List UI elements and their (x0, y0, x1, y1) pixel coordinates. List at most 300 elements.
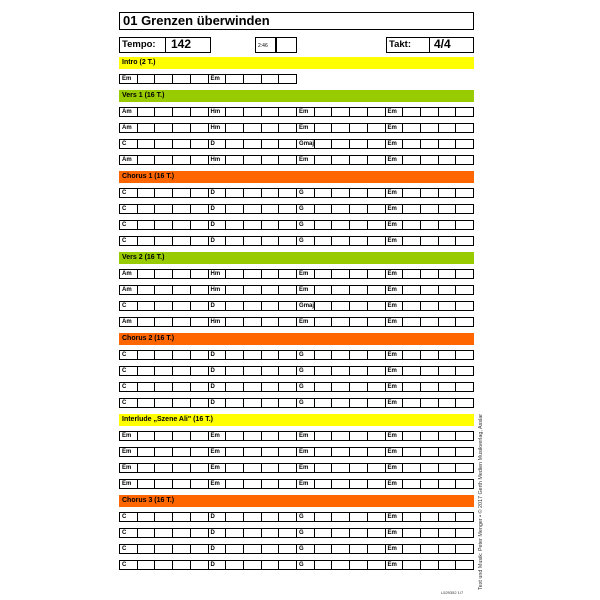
bar-cell (350, 351, 368, 359)
bar-cell: Em (297, 124, 315, 132)
bar-cell (244, 529, 262, 537)
bar-cell (279, 432, 297, 440)
bar-cell (368, 561, 386, 569)
bar-cell (155, 221, 173, 229)
bar-cell: Am (120, 156, 138, 164)
bar-cell (439, 480, 457, 488)
bar-cell (456, 302, 473, 310)
bar-cell (138, 156, 156, 164)
bar-cell (368, 286, 386, 294)
bar-cell (439, 545, 457, 553)
bar-cell: Em (297, 464, 315, 472)
bar-cell: Em (297, 108, 315, 116)
bar-cell: Em (386, 302, 404, 310)
bar-cell: C (120, 351, 138, 359)
bar-cell (332, 237, 350, 245)
bar-cell (173, 189, 191, 197)
bar-row (119, 431, 474, 441)
bar-row (119, 301, 474, 311)
bar-row (119, 220, 474, 230)
bar-cell (439, 464, 457, 472)
bar-cell (332, 156, 350, 164)
bar-cell (439, 237, 457, 245)
bar-cell (262, 399, 280, 407)
bar-cell: Em (386, 399, 404, 407)
bar-cell: Gmaj (299, 141, 315, 147)
bar-cell (456, 383, 473, 391)
bar-cell (368, 205, 386, 213)
bar-cell (350, 156, 368, 164)
bar-cell (332, 367, 350, 375)
bar-cell (368, 448, 386, 456)
bar-cell (403, 351, 421, 359)
bar-row (119, 366, 474, 376)
bar-cell (421, 367, 439, 375)
bar-cell (315, 480, 333, 488)
bar-cell (226, 351, 244, 359)
bar-cell (191, 545, 209, 553)
bar-cell (368, 156, 386, 164)
bar-cell (244, 480, 262, 488)
bar-cell: Em (386, 448, 404, 456)
bar-cell: G (297, 367, 315, 375)
bar-row (119, 382, 474, 392)
bar-cell (315, 561, 333, 569)
bar-cell (456, 156, 473, 164)
bar-cell: C (120, 367, 138, 375)
bar-cell (350, 302, 368, 310)
bar-cell (439, 432, 457, 440)
bar-cell (403, 140, 421, 148)
bar-cell (138, 480, 156, 488)
bar-cell: G (297, 189, 315, 197)
bar-cell (439, 221, 457, 229)
bar-cell: Em (386, 383, 404, 391)
bar-cell (262, 383, 280, 391)
bar-cell (262, 464, 280, 472)
bar-cell (332, 545, 350, 553)
bar-cell (403, 513, 421, 521)
bar-cell: D (209, 545, 227, 553)
bar-cell (191, 529, 209, 537)
bar-cell (403, 237, 421, 245)
bar-cell: G (297, 561, 315, 569)
bar-cell (368, 529, 386, 537)
bar-cell (226, 108, 244, 116)
bar-cell (226, 399, 244, 407)
bar-row (119, 528, 474, 538)
bar-cell (138, 302, 156, 310)
bar-cell (155, 513, 173, 521)
bar-cell (262, 318, 280, 326)
bar-cell (350, 529, 368, 537)
bar-cell (456, 286, 473, 294)
bar-cell: Am (120, 318, 138, 326)
bar-cell (403, 561, 421, 569)
bar-cell: D (209, 561, 227, 569)
bar-cell (173, 561, 191, 569)
bar-row (119, 188, 474, 198)
bar-cell: C (120, 140, 138, 148)
bar-cell (279, 545, 297, 553)
bar-cell (191, 399, 209, 407)
bar-cell (332, 318, 350, 326)
bar-cell (173, 399, 191, 407)
section (119, 252, 474, 327)
bar-cell: Em (120, 448, 138, 456)
bar-row (119, 236, 474, 246)
bar-cell (191, 108, 209, 116)
bar-cell (315, 351, 333, 359)
bar-cell (403, 367, 421, 375)
bar-cell (226, 432, 244, 440)
bar-cell (138, 205, 156, 213)
bar-cell (421, 464, 439, 472)
bar-cell (226, 383, 244, 391)
bar-cell (421, 221, 439, 229)
bar-cell (279, 383, 297, 391)
bar-cell (279, 351, 297, 359)
bar-cell (138, 383, 156, 391)
bar-cell (315, 205, 333, 213)
bar-row (119, 398, 474, 408)
bar-cell (138, 124, 156, 132)
bar-cell (244, 318, 262, 326)
bar-cell (173, 156, 191, 164)
bar-cell: Em (297, 480, 315, 488)
section-header-intro: Intro (2 T.) (119, 57, 474, 69)
bar-cell: Em (297, 270, 315, 278)
bar-cell (421, 561, 439, 569)
bar-row (119, 269, 474, 279)
bar-cell (332, 286, 350, 294)
bar-cell (403, 318, 421, 326)
bar-cell (456, 189, 473, 197)
bar-cell (315, 464, 333, 472)
bar-cell (155, 367, 173, 375)
bar-cell (138, 75, 156, 83)
bar-cell (421, 432, 439, 440)
bar-cell: Em (297, 448, 315, 456)
bar-cell (191, 367, 209, 375)
bar-cell (191, 205, 209, 213)
bar-cell (368, 399, 386, 407)
bar-cell (456, 529, 473, 537)
bar-cell (226, 140, 244, 148)
bar-cell (138, 448, 156, 456)
bar-cell (226, 286, 244, 294)
bar-cell (226, 480, 244, 488)
bar-cell (173, 124, 191, 132)
bar-cell (315, 124, 333, 132)
bar-cell (350, 221, 368, 229)
bar-cell (403, 108, 421, 116)
bar-cell (332, 221, 350, 229)
bar-cell (439, 205, 457, 213)
bar-cell: G (297, 399, 315, 407)
bar-cell (191, 383, 209, 391)
bar-cell (191, 432, 209, 440)
section-header: Vers 1 (16 T.) (119, 90, 474, 102)
bar-cell (191, 351, 209, 359)
bar-cell (191, 286, 209, 294)
bar-cell (439, 513, 457, 521)
bar-cell (403, 399, 421, 407)
bar-cell (332, 432, 350, 440)
bar-cell (138, 545, 156, 553)
bar-cell (350, 286, 368, 294)
bar-cell (332, 270, 350, 278)
bar-cell: G (297, 237, 315, 245)
bar-cell: Em (209, 480, 227, 488)
bar-row (119, 512, 474, 522)
bar-cell (279, 513, 297, 521)
bar-cell (279, 318, 297, 326)
bar-cell (279, 480, 297, 488)
bar-cell (226, 221, 244, 229)
bar-cell (439, 270, 457, 278)
bar-cell: D (209, 221, 227, 229)
bar-cell (244, 140, 262, 148)
bar-cell (262, 205, 280, 213)
bar-cell: C (120, 221, 138, 229)
bar-cell (244, 108, 262, 116)
bar-cell (155, 156, 173, 164)
bar-cell (421, 108, 439, 116)
bar-cell: G (297, 529, 315, 537)
bar-cell: G (297, 545, 315, 553)
bar-cell (279, 561, 297, 569)
bar-row (119, 204, 474, 214)
bar-cell: C (120, 529, 138, 537)
bar-cell (403, 480, 421, 488)
bar-cell (262, 286, 280, 294)
bar-cell (226, 561, 244, 569)
bar-cell (439, 383, 457, 391)
bar-cell (368, 237, 386, 245)
bar-row (119, 350, 474, 360)
bar-cell: Em (386, 189, 404, 197)
bar-cell (226, 529, 244, 537)
bar-cell (421, 156, 439, 164)
bar-cell (173, 383, 191, 391)
bar-cell (155, 448, 173, 456)
bar-cell (421, 270, 439, 278)
bar-cell (191, 464, 209, 472)
bar-cell (155, 140, 173, 148)
bar-cell: G (297, 383, 315, 391)
bar-cell (456, 399, 473, 407)
bar-cell (262, 124, 280, 132)
bar-cell (350, 513, 368, 521)
bar-cell: D (209, 205, 227, 213)
bar-cell (262, 237, 280, 245)
bar-cell (456, 237, 473, 245)
bar-cell: G (297, 351, 315, 359)
bar-cell (191, 221, 209, 229)
section (119, 171, 474, 246)
bar-cell (155, 237, 173, 245)
bar-cell (138, 270, 156, 278)
bar-cell (244, 237, 262, 245)
bar-cell (155, 270, 173, 278)
bar-cell (421, 205, 439, 213)
bar-cell (138, 399, 156, 407)
bar-cell (421, 237, 439, 245)
bar-cell (350, 318, 368, 326)
bar-cell (155, 351, 173, 359)
bar-cell (191, 513, 209, 521)
bar-cell (226, 513, 244, 521)
bar-cell: D (209, 367, 227, 375)
bar-cell: Em (386, 270, 404, 278)
bar-cell (279, 529, 297, 537)
bar-cell (368, 464, 386, 472)
bar-cell (315, 367, 333, 375)
bar-cell: D (209, 189, 227, 197)
bar-cell (350, 189, 368, 197)
bar-cell (439, 529, 457, 537)
bar-cell (439, 351, 457, 359)
bar-cell (226, 75, 244, 83)
bar-cell (138, 189, 156, 197)
bar-cell: Hm (209, 108, 227, 116)
bar-cell: C (120, 205, 138, 213)
bar-cell (138, 513, 156, 521)
bar-cell (332, 561, 350, 569)
bar-cell (456, 513, 473, 521)
bar-cell: Em (386, 432, 404, 440)
bar-row (119, 463, 474, 473)
bar-cell: G (297, 221, 315, 229)
bar-cell (226, 237, 244, 245)
bar-cell: C (120, 513, 138, 521)
bar-cell (155, 561, 173, 569)
bar-cell (368, 351, 386, 359)
bar-cell (439, 286, 457, 294)
bar-cell (315, 545, 333, 553)
bar-cell (421, 480, 439, 488)
bar-cell (226, 302, 244, 310)
section-header: Chorus 1 (16 T.) (119, 171, 474, 183)
section-header: Chorus 2 (16 T.) (119, 333, 474, 345)
bar-cell (138, 237, 156, 245)
bar-cell (315, 108, 333, 116)
bar-cell (191, 318, 209, 326)
duration-box-2 (276, 37, 297, 53)
bar-cell (368, 302, 386, 310)
bar-cell (315, 302, 333, 310)
bar-cell: Em (386, 124, 404, 132)
section (119, 414, 474, 489)
bar-cell (279, 448, 297, 456)
bar-cell (315, 189, 333, 197)
bar-cell (279, 75, 296, 83)
bar-cell (439, 399, 457, 407)
bar-cell: Gmaj (299, 303, 315, 309)
bar-row (119, 285, 474, 295)
bar-cell: Em (386, 480, 404, 488)
bar-cell (421, 140, 439, 148)
bar-cell (350, 367, 368, 375)
bar-cell (439, 318, 457, 326)
bar-cell (350, 432, 368, 440)
bar-cell (332, 351, 350, 359)
chord-sheet (119, 12, 474, 576)
bar-cell: D (209, 383, 227, 391)
bar-cell (262, 270, 280, 278)
bar-cell (315, 529, 333, 537)
takt-label: Takt: (389, 39, 411, 50)
bar-cell (439, 189, 457, 197)
bar-cell (332, 383, 350, 391)
bar-cell (226, 156, 244, 164)
bar-cell (439, 561, 457, 569)
bar-cell (456, 140, 473, 148)
bar-cell (138, 221, 156, 229)
bar-cell: Em (386, 140, 404, 148)
bar-cell (155, 545, 173, 553)
bar-cell (456, 367, 473, 375)
bar-cell (368, 140, 386, 148)
bar-cell (332, 140, 350, 148)
bar-cell (456, 561, 473, 569)
bar-cell (155, 480, 173, 488)
bar-cell (138, 367, 156, 375)
bar-cell (403, 205, 421, 213)
bar-cell (155, 189, 173, 197)
bar-cell (138, 432, 156, 440)
bar-cell (350, 561, 368, 569)
bar-cell: C (120, 302, 138, 310)
bar-cell (173, 75, 191, 83)
bar-cell (226, 270, 244, 278)
bar-cell (155, 205, 173, 213)
tempo-label: Tempo: (122, 39, 156, 50)
bar-cell (191, 75, 209, 83)
bar-cell (439, 124, 457, 132)
bar-cell (350, 399, 368, 407)
bar-cell (315, 270, 333, 278)
bar-cell (350, 545, 368, 553)
bar-cell (368, 545, 386, 553)
bar-row (119, 560, 474, 570)
bar-row (119, 544, 474, 554)
bar-cell (279, 108, 297, 116)
bar-cell (315, 318, 333, 326)
bar-cell (244, 513, 262, 521)
bar-cell (350, 205, 368, 213)
bar-cell (332, 529, 350, 537)
bar-cell (403, 529, 421, 537)
bar-cell (244, 399, 262, 407)
bar-cell (368, 513, 386, 521)
bar-row (119, 107, 474, 117)
bar-cell (155, 302, 173, 310)
bar-cell: Em (297, 286, 315, 294)
bar-cell (262, 189, 280, 197)
bar-cell (368, 270, 386, 278)
bar-cell (350, 448, 368, 456)
bar-cell (279, 302, 297, 310)
bar-cell (350, 480, 368, 488)
bar-cell (173, 529, 191, 537)
bar-cell (155, 108, 173, 116)
bar-cell (155, 529, 173, 537)
bar-cell (262, 448, 280, 456)
bar-cell: Em (386, 351, 404, 359)
credit-line: Text und Musik: Peter Menger • © 2017 Gerth Medien Musikverlag, Asslar (478, 413, 484, 590)
